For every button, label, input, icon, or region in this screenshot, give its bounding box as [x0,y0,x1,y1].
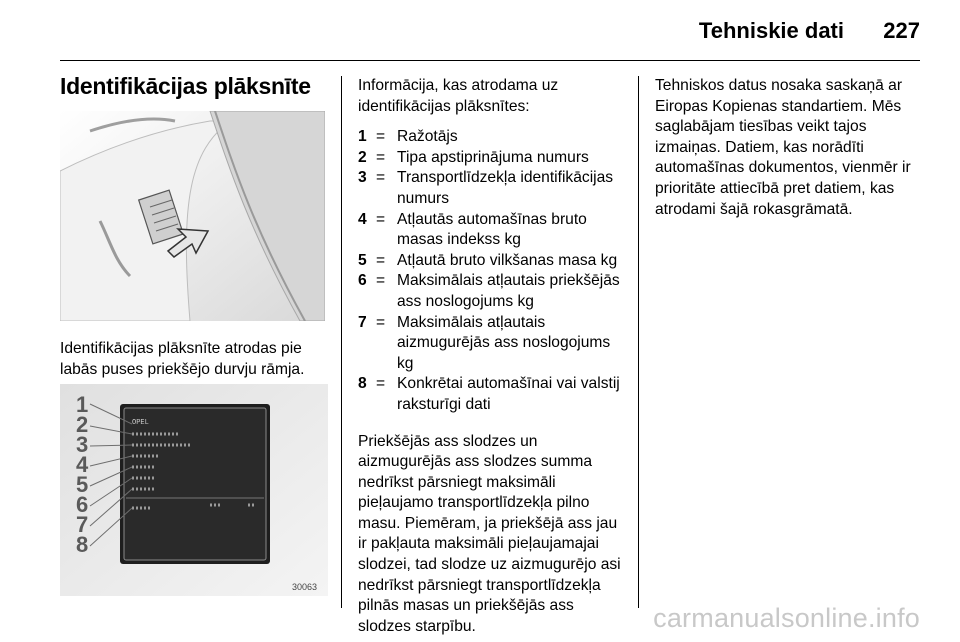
plate-info-list [358,127,630,415]
plate-number-8: 8 [76,532,89,557]
header-title: Tehniskie dati [698,18,844,43]
list-item: 8 = Konkrētai automašīnai vai valstij raksturīgi dati [358,375,620,413]
list-item: 4 = Atļautās automašīnas bruto masas indekss kg [358,210,587,249]
page-header [0,14,960,54]
list-item: 2 = Tipa apstiprinājuma numurs [358,148,589,166]
plate-number-2: 2 [76,412,89,437]
list-item: 6 = Maksimālais atļautais priekšējās ass noslogojums kg [358,272,620,310]
plate-brand: OPEL [132,419,149,427]
list-intro: Informācija, kas atrodama uz identifikācijas plāksnītes: [358,77,559,115]
axle-load-paragraph: Priekšējās ass slodzes un aizmugurējās ass slodzes summa nedrīkst pārsniegt maksimāli pieļaujamo transportlīdzekļa pilno masu. Piemēram, ja priekšējā ass jau ir pakļauta maksimāli pieļaujamajai slodzei, tad slodze uz aizmugurējo asi nedrīkst pārsniegt transportlīdzekļa pilnās masas un priekšējās ass slodzes starpību. [358,432,621,635]
plate-number-4: 4 [76,452,89,477]
tech-data-paragraph: Tehniskos datus nosaka saskaņā ar Eiropas Kopienas standartiem. Mēs saglabājam tiesības veikt tajos izmaiņas. Datiem, kas norādīti automašīnas dokumentos, vienmēr ir prioritāte attiecībā pret datiem, kas atrodami šajā rokasgrāmatā. [655,77,911,218]
image-code: 30063 [292,582,318,592]
list-item: 1 = Ražotājs [358,128,458,146]
id-plate-drawing [60,384,328,596]
door-frame-drawing [60,111,325,321]
plate-number-3: 3 [76,432,89,457]
column-3 [655,76,927,220]
column-divider-1 [341,76,342,608]
column-2 [358,76,630,637]
plate-number-5: 5 [76,472,89,497]
plate-number-1: 1 [76,392,89,417]
watermark: carmanualsonline.info [653,603,920,633]
section-title: Identifikācijas plāksnīte [60,73,311,99]
column-divider-2 [638,76,639,608]
header-rule [60,60,920,61]
list-item: 5 = Atļautā bruto vilkšanas masa kg [358,251,618,269]
column-1 [60,73,332,99]
list-item: 7 = Maksimālais atļautais aizmugurējās ass noslogojums kg [358,313,611,372]
list-item: 3 = Transportlīdzekļa identifikācijas numurs [358,169,614,207]
door-frame-illustration [60,111,325,321]
plate-number-7: 7 [76,512,89,537]
plate-location-caption: Identifikācijas plāksnīte atrodas pie labās puses priekšējo durvju rāmja. [60,340,305,378]
id-plate-illustration [60,384,328,596]
plate-number-6: 6 [76,492,89,517]
page-number: 227 [883,18,920,43]
